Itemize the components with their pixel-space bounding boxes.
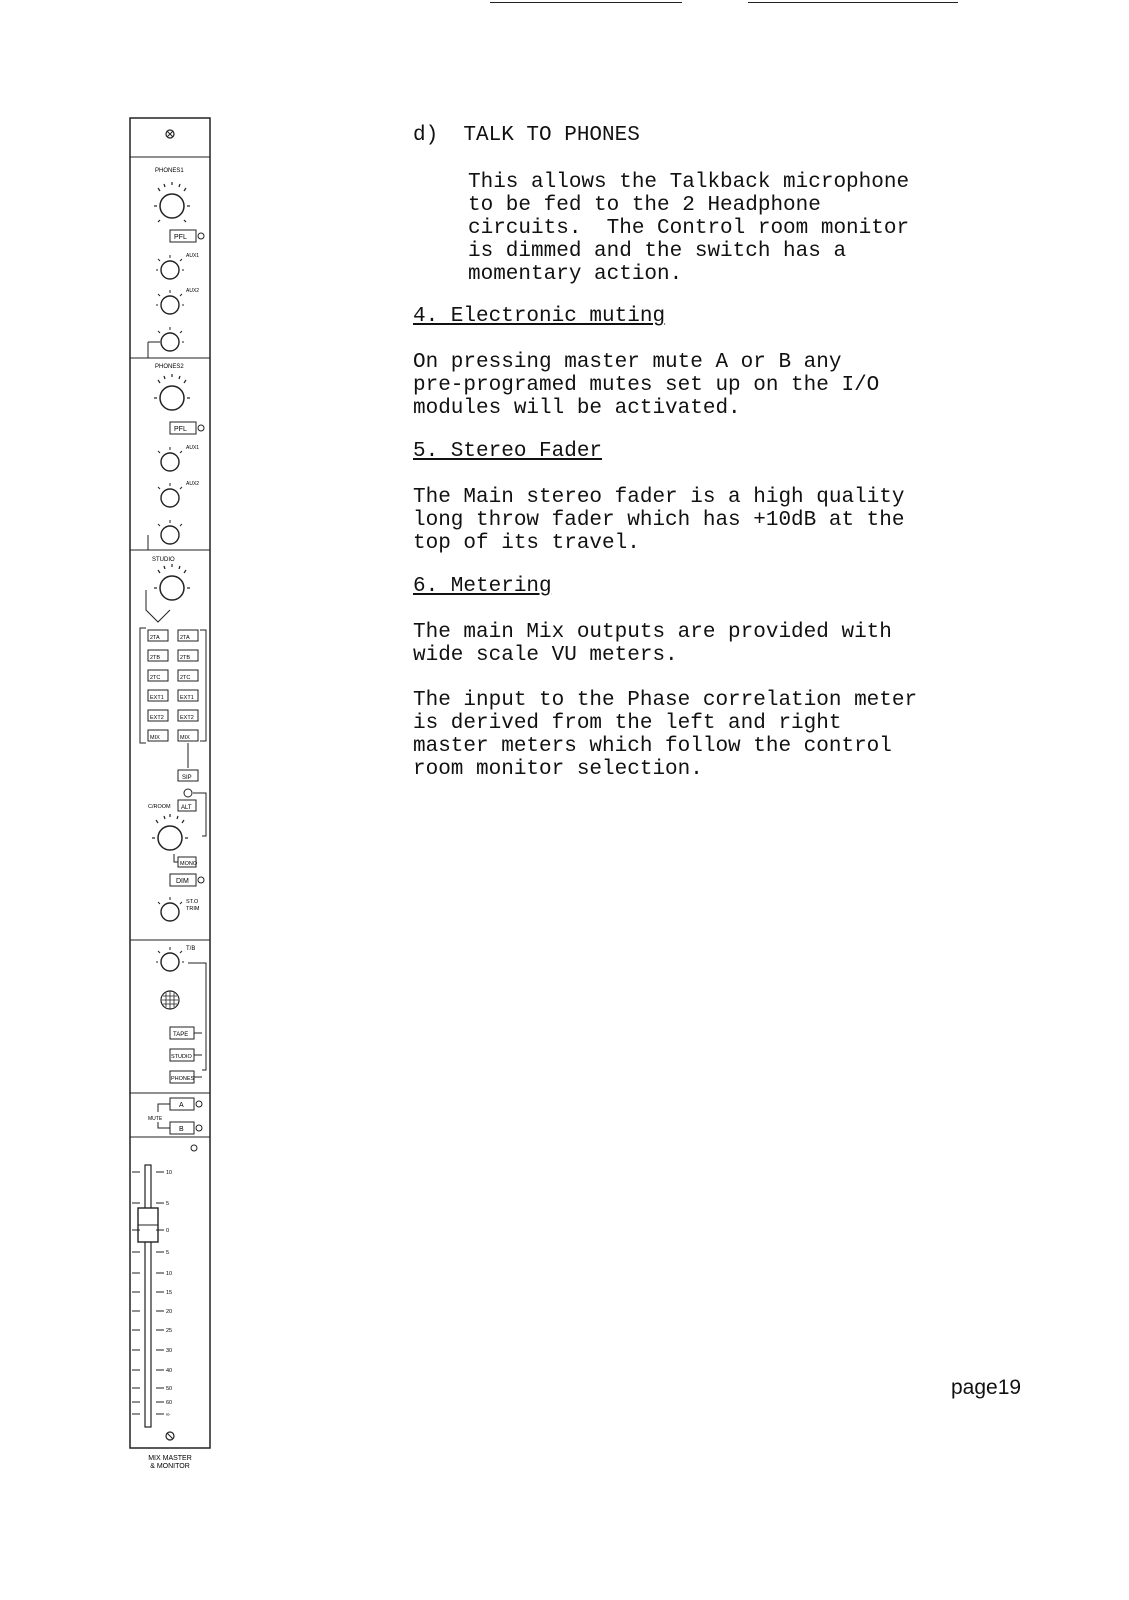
fader-tick-4: 10 bbox=[166, 1271, 173, 1277]
aux2-label-2: AUX2 bbox=[186, 481, 200, 487]
phones-btn-label: PHONES bbox=[171, 1076, 195, 1082]
st-trim-label-2: TRIM bbox=[186, 906, 200, 912]
module-title-line2: & MONITOR bbox=[150, 1463, 190, 1470]
mute-label: MUTE bbox=[148, 1116, 163, 1122]
page-number: page19 bbox=[951, 1376, 1022, 1399]
aux1-label-2: AUX1 bbox=[186, 445, 200, 451]
tb-label: T/B bbox=[186, 946, 196, 952]
section-6-body-2: The input to the Phase correlation meter is derived from the left and right master meters which follow the control room monitor selection. bbox=[413, 689, 918, 781]
mute-b-label: B bbox=[179, 1126, 184, 1133]
fader-tick-1: 5 bbox=[166, 1201, 170, 1207]
fader-tick-10: 50 bbox=[166, 1386, 173, 1392]
src-right-2: 2TC bbox=[180, 675, 191, 681]
src-right-3: EXT1 bbox=[180, 695, 194, 701]
fader-tick-8: 30 bbox=[166, 1348, 173, 1354]
module-title-line1: MIX MASTER bbox=[148, 1455, 192, 1462]
pfl2-label: PFL bbox=[174, 426, 187, 433]
mute-a-label: A bbox=[179, 1102, 184, 1109]
src-left-3: EXT1 bbox=[150, 695, 164, 701]
section-4-heading: 4. Electronic muting bbox=[413, 305, 666, 328]
fader-tick-5: 15 bbox=[166, 1290, 173, 1296]
src-left-0: 2TA bbox=[150, 635, 160, 641]
section-5-body: The Main stereo fader is a high quality long throw fader which has +10dB at the top of its travel. bbox=[413, 486, 905, 555]
section-4-body: On pressing master mute A or B any pre-programed mutes set up on the I/O modules will be activated. bbox=[413, 351, 880, 420]
fader-tick-0: 10 bbox=[166, 1170, 173, 1176]
fader-tick-2: 0 bbox=[166, 1228, 170, 1234]
section-6-body-1: The main Mix outputs are provided with wide scale VU meters. bbox=[413, 621, 892, 667]
alt-label: ALT bbox=[181, 805, 192, 811]
fader-tick-6: 20 bbox=[166, 1309, 173, 1315]
studio-btn-label: STUDIO bbox=[171, 1054, 192, 1060]
phones2-label: PHONES2 bbox=[155, 364, 184, 370]
section-d-body: This allows the Talkback microphone to be fed to the 2 Headphone circuits. The Control room monitor is dimmed and the switch has a momentary action. bbox=[468, 171, 910, 286]
src-left-2: 2TC bbox=[150, 675, 161, 681]
fader-tick-11: 60 bbox=[166, 1400, 173, 1406]
croom-label: C/ROOM bbox=[148, 804, 171, 810]
fader-tick-9: 40 bbox=[166, 1368, 173, 1374]
fader-tick-12: ∞ bbox=[166, 1412, 170, 1418]
src-left-4: EXT2 bbox=[150, 715, 164, 721]
src-right-0: 2TA bbox=[180, 635, 190, 641]
src-left-1: 2TB bbox=[150, 655, 161, 661]
section-5-heading: 5. Stereo Fader bbox=[413, 440, 603, 463]
fader-tick-7: 25 bbox=[166, 1328, 173, 1334]
dim-label: DIM bbox=[176, 878, 189, 885]
section-d-heading: d) TALK TO PHONES bbox=[413, 124, 640, 147]
studio-label: STUDIO bbox=[152, 557, 175, 563]
sip-label: SIP bbox=[182, 775, 192, 781]
mono-label: MONO bbox=[180, 861, 198, 867]
aux2-label: AUX2 bbox=[186, 288, 200, 294]
phones1-label: PHONES1 bbox=[155, 168, 184, 174]
src-right-5: MIX bbox=[180, 735, 190, 741]
src-left-5: MIX bbox=[150, 735, 160, 741]
section-6-heading: 6. Metering bbox=[413, 575, 552, 598]
src-right-4: EXT2 bbox=[180, 715, 194, 721]
aux1-label: AUX1 bbox=[186, 253, 200, 259]
src-right-1: 2TB bbox=[180, 655, 191, 661]
st-trim-label-1: ST.O bbox=[186, 899, 199, 905]
tape-label: TAPE bbox=[173, 1032, 189, 1038]
pfl-label: PFL bbox=[174, 234, 187, 241]
fader-tick-3: 5 bbox=[166, 1250, 170, 1256]
